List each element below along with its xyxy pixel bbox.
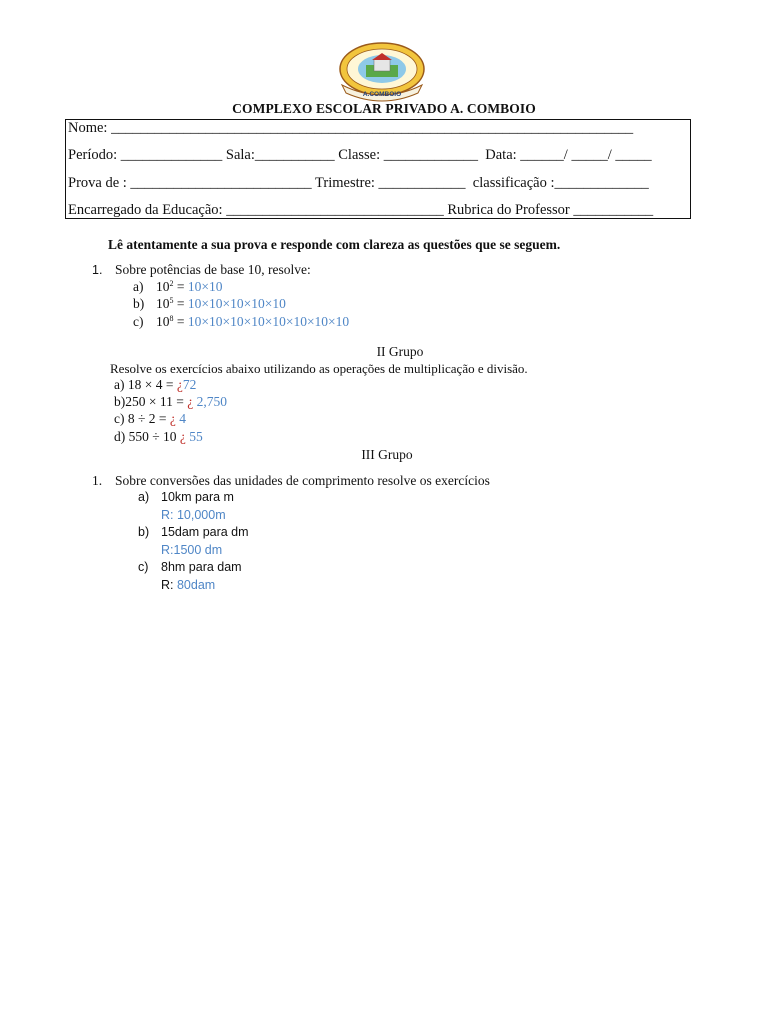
period-field-row: Período: ______________ Sala:___________ Classe: _____________ Data: ______/ _____/ _____ <box>68 147 652 163</box>
group2-intro: Resolve os exercícios abaixo utilizando as operações de multiplicação e divisão. <box>110 361 528 376</box>
logo-banner-text: A.COMBOIO <box>362 91 402 98</box>
group3-item-c-text: 8hm para dam <box>161 560 242 574</box>
group2-item-d-answer: 55 <box>185 429 203 444</box>
group3-item-a-answer: R: 10,000m <box>161 508 226 522</box>
exam-field-row: Prova de : _________________________ Trimestre: ____________ classificação :_____________ <box>68 175 649 191</box>
group1-item-c-answer: 10×10×10×10×10×10×10×10 <box>187 314 350 329</box>
group3-item-c-label: c) <box>138 560 149 574</box>
group2-item-a-answer: 72 <box>182 377 197 392</box>
group3-item-b-answer: R:1500 dm <box>161 543 223 557</box>
instruction-text: Lê atentamente a sua prova e responde com clareza as questões que se seguem. <box>108 237 561 252</box>
group2-item-a: a) 18 × 4 = ¿72 <box>114 377 197 392</box>
group3-item-c-answer-row: R: 80dam <box>161 578 216 592</box>
group2-item-b-answer: 2,750 <box>193 394 227 409</box>
group3-question-text: Sobre conversões das unidades de comprimento resolve os exercícios <box>115 473 490 488</box>
group1-item-b-answer: 10×10×10×10×10 <box>187 296 286 311</box>
group1-question-text: Sobre potências de base 10, resolve: <box>115 262 311 277</box>
group3-item-c-answer: 80dam <box>176 578 216 592</box>
group2-item-b: b)250 × 11 = ¿ 2,750 <box>114 394 227 409</box>
group2-item-c-answer: 4 <box>175 411 187 426</box>
group1-item-a-label: a) <box>133 279 144 294</box>
group1-item-b-label: b) <box>133 296 145 311</box>
group2-item-c: c) 8 ÷ 2 = ¿ 4 <box>114 411 187 426</box>
group1-item-c-label: c) <box>133 314 144 329</box>
school-name: COMPLEXO ESCOLAR PRIVADO A. COMBOIO <box>232 101 536 116</box>
group1-item-a: $10^2 = 10\times 10$ <box>156 279 223 294</box>
group1-item-a-answer: 10×10 <box>187 279 223 294</box>
student-info-box <box>65 119 691 219</box>
group3-item-a-text: 10km para m <box>161 490 234 504</box>
group1-item-c: $10^8 = 10\times 10\times 10\times 10\times 10\times 10\times 10\times 10$ <box>156 314 350 329</box>
school-logo <box>336 41 428 103</box>
group3-question-number: 1. <box>92 473 103 488</box>
group2-title: II Grupo <box>376 344 424 359</box>
group1-question-number: 1. <box>92 263 103 277</box>
group3-item-b-label: b) <box>138 525 150 539</box>
group2-item-d: d) 550 ÷ 10 ¿ 55 <box>114 429 203 444</box>
group3-item-a-label: a) <box>138 490 150 504</box>
group3-title: III Grupo <box>361 447 413 462</box>
name-field-row: Nome: ________________________________________________________________________ <box>68 120 634 136</box>
group1-item-b: $10^5 = 10\times 10\times 10\times 10\times 10$ <box>156 296 286 311</box>
group3-item-b-text: 15dam para dm <box>161 525 249 539</box>
guardian-field-row: Encarregado da Educação: ______________________________ Rubrica do Professor ___________ <box>68 202 654 218</box>
